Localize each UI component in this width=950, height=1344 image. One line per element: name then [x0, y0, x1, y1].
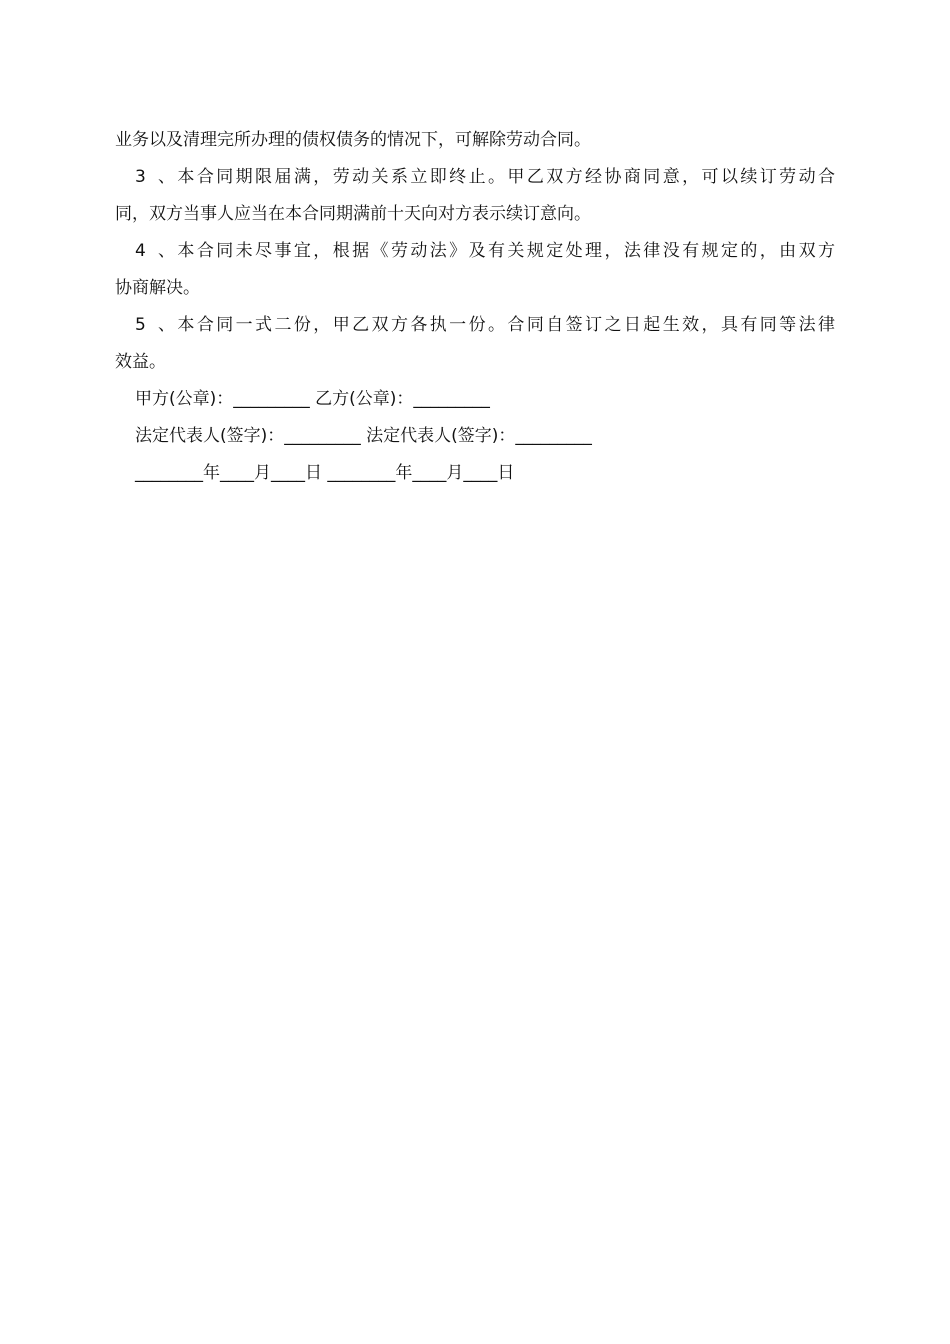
clause-5-line-1: [115, 307, 835, 344]
clause-text: 本合同未尽事宜，根据《劳动法》及有关规定处理，法律没有规定的，由双方: [175, 241, 835, 261]
contract-body: [115, 122, 835, 492]
clause-number: 4、: [135, 241, 175, 261]
party-seal-line: [115, 381, 835, 418]
representative-signature-line: [115, 418, 835, 455]
clause-number: 5、: [135, 315, 175, 335]
representative-signature-text: 法定代表人(签字)：_________ 法定代表人(签字)：_________: [135, 426, 592, 446]
clause-text: 同，双方当事人应当在本合同期满前十天向对方表示续订意向。: [115, 204, 591, 224]
clause-text: 本合同一式二份，甲乙双方各执一份。合同自签订之日起生效，具有同等法律: [175, 315, 835, 335]
party-seal-text: 甲方(公章)：_________ 乙方(公章)：_________: [135, 389, 490, 409]
clause-number: 3、: [135, 167, 175, 187]
date-line: [115, 455, 835, 492]
clause-text: 本合同期限届满，劳动关系立即终止。甲乙双方经协商同意，可以续订劳动合: [175, 167, 835, 187]
paragraph-text: 业务以及清理完所办理的债权债务的情况下，可解除劳动合同。: [115, 130, 591, 150]
clause-4-line-2: [115, 270, 835, 307]
clause-text: 协商解决。: [115, 278, 200, 298]
clause-4-line-1: [115, 233, 835, 270]
date-text: ________年____月____日 ________年____月____日: [135, 463, 515, 483]
paragraph-line: [115, 122, 835, 159]
clause-3-line-1: [115, 159, 835, 196]
clause-3-line-2: [115, 196, 835, 233]
clause-text: 效益。: [115, 352, 166, 372]
clause-5-line-2: [115, 344, 835, 381]
